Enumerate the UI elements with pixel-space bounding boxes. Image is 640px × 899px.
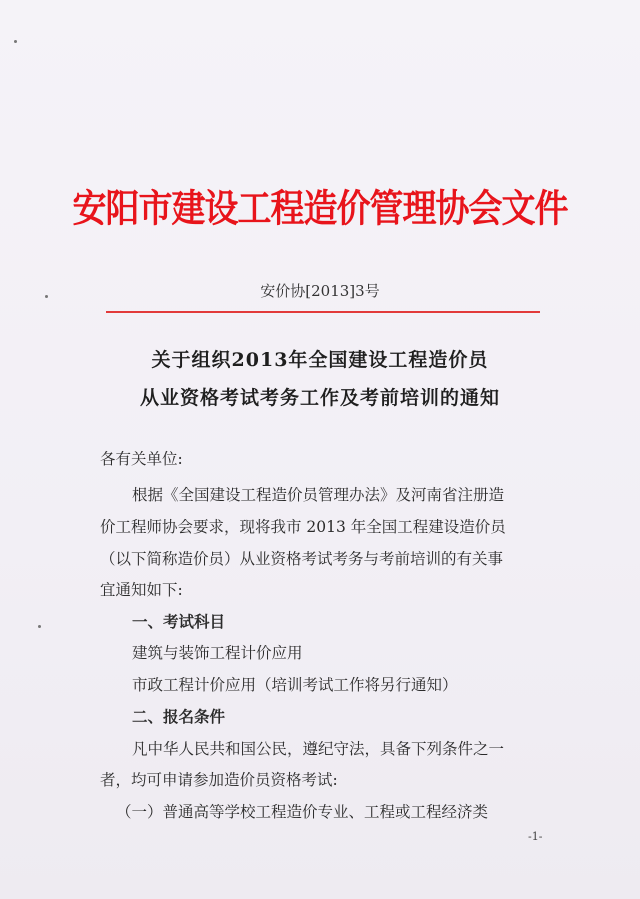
paragraph-line: （以下简称造价员）从业资格考试考务与考前培训的有关事 [100,550,504,568]
paragraph-line: 价工程师协会要求，现将我市 2013 年全国工程建设造价员 [100,518,506,536]
document-number: 安价协[2013]3号 [260,282,380,300]
paragraph-line: 宜通知如下: [100,581,183,599]
paragraph-line: 凡中华人民共和国公民，遵纪守法，具备下列条件之一 [132,740,505,758]
section-heading: 二、报名条件 [132,707,226,726]
section-heading: 一、考试科目 [132,612,226,631]
page-number: -1- [528,830,543,843]
scan-speck [14,40,17,43]
scan-speck [38,625,41,628]
paragraph-line: 者，均可申请参加造价员资格考试: [100,771,338,789]
notice-title-line-2: 从业资格考试考务工作及考前培训的通知 [139,387,500,409]
paragraph-line: 根据《全国建设工程造价员管理办法》及河南省注册造 [132,486,505,504]
red-divider [106,311,540,313]
list-item: （一）普通高等学校工程造价专业、工程或工程经济类 [116,803,489,821]
list-item: 建筑与装饰工程计价应用 [132,644,303,662]
issuer-title: 安阳市建设工程造价管理协会文件 [72,186,568,232]
notice-title-line-1: 关于组织2013年全国建设工程造价员 [151,349,489,371]
list-item: 市政工程计价应用（培训考试工作将另行通知） [132,676,458,694]
salutation: 各有关单位: [100,450,183,468]
